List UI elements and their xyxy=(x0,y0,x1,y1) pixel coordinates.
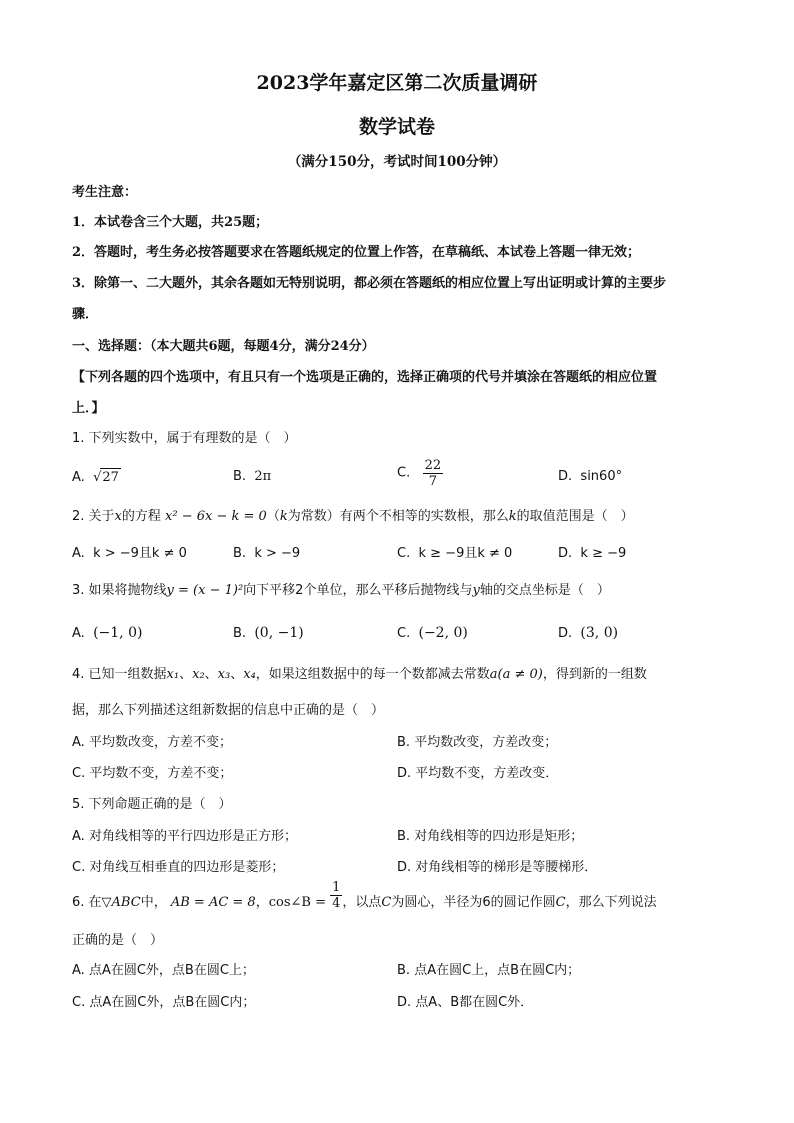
score-time-note: （满分150分，考试时间100分钟） xyxy=(287,154,507,170)
q6-option-a: A. 点A在圆C外，点B在圆C上； xyxy=(72,963,255,978)
q3-option-c: C. (−2, 0) xyxy=(397,625,468,641)
question-6-stem: 6. 在▽ABC中， AB = AC = 8，cos∠B = $\frac{1}{4}$ ，以点C为圆心，半径为6的圆记作圆C，那么下列说法 xyxy=(72,880,657,911)
q5-option-c: C. 对角线互相垂直的四边形是菱形； xyxy=(72,860,285,875)
notice-item-1: 1．本试卷含三个大题，共25题； xyxy=(72,215,269,230)
q6-option-c: C. 点A在圆C外，点B在圆C内； xyxy=(72,995,256,1010)
page-subtitle: 数学试卷 xyxy=(358,116,435,138)
q3-option-a: A. (−1, 0) xyxy=(72,625,143,641)
section-instruction: 【下列各题的四个选项中，有且只有一个选项是正确的，选择正确项的代号并填涂在答题纸的相应位置 xyxy=(72,370,658,385)
question-3-stem: 3. 如果将抛物线y = (x − 1)²向下平移2个单位，那么平移后抛物线与y轴的交点坐标是（ ） xyxy=(72,583,610,598)
q5-option-b: B. 对角线相等的四边形是矩形； xyxy=(397,829,584,844)
section-instruction-cont: 上．】 xyxy=(72,401,105,416)
question-5-stem: 5. 下列命题正确的是（ ） xyxy=(72,797,232,812)
q4-option-a: A. 平均数改变，方差不变； xyxy=(72,735,232,750)
notice-item-3: 3．除第一、二大题外，其余各题如无特别说明，都必须在答题纸的相应位置上写出证明或计算的主要步 xyxy=(72,276,667,291)
q2-option-a: A. k > −9且k ≠ 0 xyxy=(72,546,187,561)
q1-option-a: A. √27 xyxy=(72,470,119,485)
q3-option-d: D. (3, 0) xyxy=(558,625,619,641)
q4-option-b: B. 平均数改变，方差改变； xyxy=(397,735,558,750)
page-title: 2023学年嘉定区第二次质量调研 xyxy=(256,72,538,94)
q2-option-b: B. k > −9 xyxy=(233,546,301,561)
q2-option-c: C. k ≥ −9且k ≠ 0 xyxy=(397,546,513,561)
q2-option-d: D. k ≥ −9 xyxy=(558,546,627,561)
q4-option-c: C. 平均数不变，方差不变； xyxy=(72,766,233,781)
question-1-stem: 1. 下列实数中，属于有理数的是（ ） xyxy=(72,431,297,446)
section-heading: 一、选择题：（本大题共6题，每题4分，满分24分） xyxy=(72,339,375,354)
q5-option-a: A. 对角线相等的平行四边形是正方形； xyxy=(72,829,297,844)
q6-cos-fraction: $\frac{1}{4}$ xyxy=(332,880,341,911)
q1-option-a-radicand: 27 xyxy=(102,470,119,485)
q6-option-b: B. 点A在圆C上，点B在圆C内； xyxy=(397,963,581,978)
q4-option-d: D. 平均数不变，方差改变． xyxy=(397,766,559,781)
notice-heading: 考生注意： xyxy=(72,185,138,200)
q3-option-b: B. (0, −1) xyxy=(233,625,304,641)
q1-option-c: C. $\frac{22}{7}$ xyxy=(397,458,442,489)
q1-option-d: D. sin60° xyxy=(558,469,623,484)
q6-option-d: D. 点A、B都在圆C外． xyxy=(397,995,534,1010)
q1-option-b: B. 2π xyxy=(233,469,272,484)
question-4-stem-cont: 据，那么下列描述这组新数据的信息中正确的是（ ） xyxy=(72,703,385,718)
q5-option-d: D. 对角线相等的梯形是等腰梯形． xyxy=(397,860,598,875)
notice-item-3-cont: 骤． xyxy=(72,307,99,322)
question-6-stem-cont: 正确的是（ ） xyxy=(72,933,164,948)
question-4-stem: 4. 已知一组数据x₁、x₂、x₃、x₄，如果这组数据中的每一个数都减去常数a(a ≠ 0)，得到新的一组数 xyxy=(72,667,647,682)
q1-option-c-fraction: $\frac{22}{7}$ xyxy=(424,458,442,489)
question-2-stem: 2. 关于x的方程 x² − 6x − k = 0（k为常数）有两个不相等的实数根，那么k的取值范围是（ ） xyxy=(72,509,634,524)
notice-item-2: 2．答题时，考生务必按答题要求在答题纸规定的位置上作答，在草稿纸、本试卷上答题一律无效； xyxy=(72,245,641,260)
